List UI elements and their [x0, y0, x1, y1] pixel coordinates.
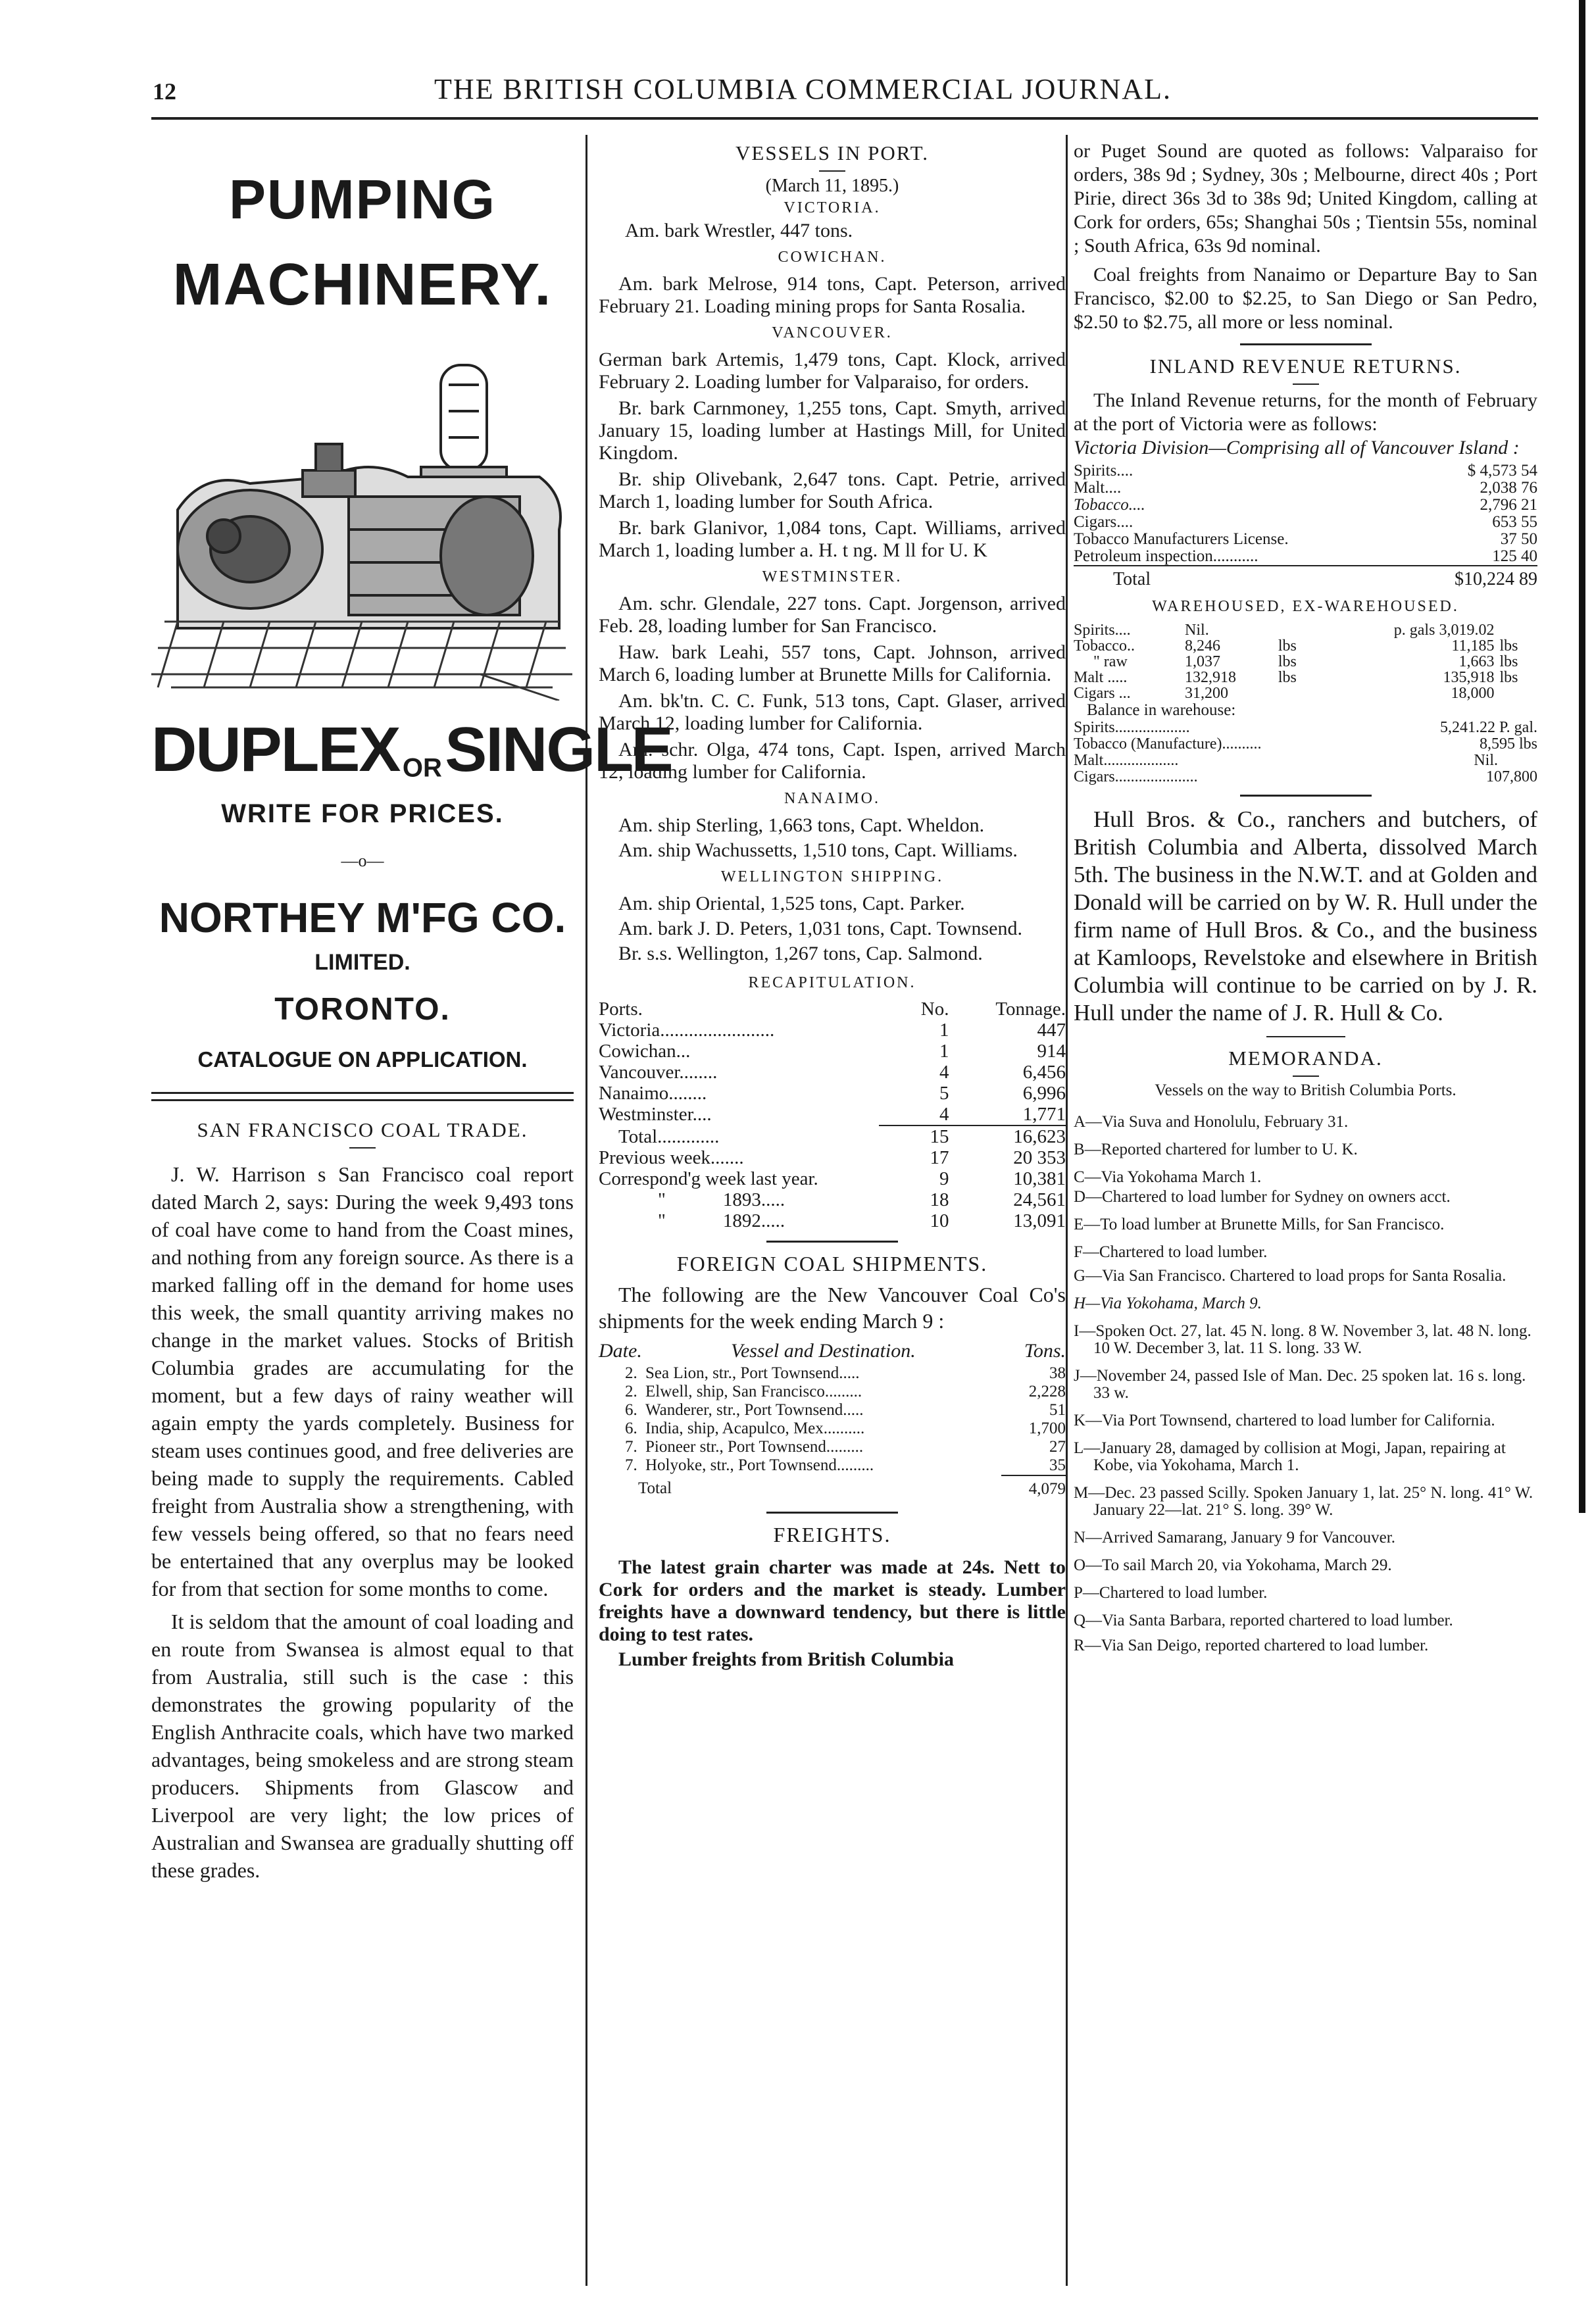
edge-mark: [1579, 0, 1585, 1513]
warehoused-title: WAREHOUSED, EX-WAREHOUSED.: [1152, 598, 1459, 615]
table-row: [599, 1210, 1066, 1231]
list-item: D—Chartered to load lumber for Sydney on owners acct.: [1074, 1188, 1451, 1206]
revenue-total: $10,224 89: [1455, 569, 1537, 589]
coal-header-tons: Tons.: [1024, 1340, 1066, 1362]
coal-vessel: India, ship, Acapulco, Mex..........: [645, 1420, 865, 1437]
wh-item: Spirits....: [1074, 622, 1131, 639]
recap-total-label: Correspond'g week last year.: [599, 1168, 818, 1189]
wh-value: 18,000: [1451, 685, 1495, 702]
wh-value: 1,663: [1458, 653, 1495, 670]
ad-single: SINGLE: [445, 714, 672, 785]
vessel-entry: Am. bark Wrestler, 447 tons.: [625, 220, 853, 241]
list-item: A—Via Suva and Honolulu, February 31.: [1074, 1113, 1349, 1131]
memoranda-title: MEMORANDA.: [1228, 1047, 1383, 1070]
recap-tonnage: 13,091: [1013, 1210, 1066, 1231]
vessel-entry: Br. bark Glanivor, 1,084 tons, Capt. Williams, arrived March 1, loading lumber a. H. t ng. M ll for U. K: [599, 517, 1066, 561]
revenue-item: Cigars....: [1074, 513, 1133, 531]
list-item: C—Via Yokohama March 1.: [1074, 1168, 1262, 1186]
recap-header: [599, 999, 1066, 1020]
revenue-total-label: Total: [1113, 569, 1151, 589]
recap-tonnage: 16,623: [1013, 1126, 1066, 1147]
table-row: [1074, 622, 1537, 638]
vessel-entry: Haw. bark Leahi, 557 tons, Capt. Johnson, arrived March 6, loading lumber at Brunette Mills for California.: [599, 641, 1066, 685]
revenue-title: INLAND REVENUE RETURNS.: [1149, 355, 1462, 378]
table-row: [1074, 531, 1537, 548]
table-row: [1074, 497, 1537, 514]
list-item: E—To load lumber at Brunette Mills, for San Francisco.: [1074, 1216, 1445, 1233]
coal-total-label: Total: [638, 1479, 672, 1497]
sf-title: SAN FRANCISCO COAL TRADE.: [197, 1118, 528, 1141]
recap-header-ports: Ports.: [599, 999, 643, 1020]
wh-unit: lbs: [1278, 669, 1297, 686]
list-item: I—Spoken Oct. 27, lat. 45 N. long. 8 W. November 3, lat. 48 N. long. 10 W. December 3, lat. 11 S. long. 33 W.: [1074, 1322, 1532, 1357]
vessel-entry: Am. bark Melrose, 914 tons, Capt. Peterson, arrived February 21. Loading mining props for Santa Rosalia.: [599, 273, 1066, 317]
coal-freights: Coal freights from Nanaimo or Departure Bay to San Francisco, $2.00 to $2.25, to San Diego or San Pedro, $2.50 to $2.75, all more or less nominal.: [1074, 264, 1537, 333]
recap-no: 1: [939, 1020, 949, 1041]
wh-unit: [1494, 622, 1537, 638]
revenue-item: Tobacco....: [1074, 496, 1145, 514]
vessels-date: (March 11, 1895.): [765, 176, 899, 196]
memoranda-intro: Vessels on the way to British Columbia Ports.: [1155, 1081, 1457, 1099]
sf-dash: [349, 1147, 376, 1149]
pump-illustration: [151, 332, 574, 701]
revenue-amount: 2,038 76: [1480, 479, 1537, 497]
wh-unit: lbs: [1499, 653, 1518, 670]
table-row: [1074, 753, 1537, 769]
sub-wellington: WELLINGTON SHIPPING.: [720, 868, 944, 885]
coal-date: 2.: [625, 1383, 637, 1400]
table-row: [599, 1126, 1066, 1147]
column-middle: [599, 141, 1066, 1671]
wh-value: 1,037: [1185, 653, 1221, 670]
section-divider: [1240, 795, 1372, 797]
table-row: [599, 1083, 1066, 1104]
vessel-entry: Br. ship Olivebank, 2,647 tons. Capt. Petrie, arrived March 1, loading lumber for South Africa.: [599, 468, 1066, 512]
revenue-amount: 2,796 21: [1480, 496, 1537, 514]
table-row: [1074, 685, 1537, 701]
section-divider: [766, 1512, 898, 1514]
coal-tons: 38: [1049, 1364, 1066, 1382]
wh-unit: [1278, 622, 1312, 638]
coal-total-row: [599, 1475, 1066, 1502]
list-item: M—Dec. 23 passed Scilly. Spoken January 1, lat. 25° N. long. 41° W. January 22—lat. 21° S. long. 39° W.: [1074, 1484, 1533, 1519]
wh-item: Tobacco..: [1074, 637, 1135, 655]
revenue-item: Petroleum inspection...........: [1074, 547, 1258, 565]
recap-port: Victoria........................: [599, 1020, 775, 1041]
list-item: O—To sail March 20, via Yokohama, March 29.: [1074, 1556, 1392, 1574]
table-row: [1074, 670, 1537, 685]
revenue-item: Spirits....: [1074, 462, 1133, 480]
column-right: [1074, 139, 1537, 1654]
recap-no: 17: [930, 1147, 949, 1168]
sf-coal-trade: [151, 1099, 574, 1884]
recap-no: 15: [930, 1126, 949, 1147]
column-rule-1: [585, 135, 587, 2286]
table-row: [1074, 462, 1537, 480]
recap-tonnage: 6,996: [1022, 1083, 1066, 1104]
wh-value: p. gals 3,019.02: [1393, 622, 1495, 639]
recap-total-label: " 1892.....: [658, 1210, 785, 1231]
recap-table: [599, 999, 1066, 1231]
coal-title: FOREIGN COAL SHIPMENTS.: [676, 1252, 988, 1275]
recap-total-label: Total.............: [618, 1126, 720, 1147]
balance-item: Spirits...................: [1074, 719, 1190, 736]
balance-item: Malt...................: [1074, 752, 1179, 769]
list-item: K—Via Port Townsend, chartered to load lumber for California.: [1074, 1412, 1495, 1429]
balance-value: Nil.: [1474, 752, 1498, 769]
journal-title: THE BRITISH COLUMBIA COMMERCIAL JOURNAL.: [434, 73, 1172, 105]
table-row: [599, 1420, 1066, 1438]
ad-catalogue: CATALOGUE ON APPLICATION.: [197, 1047, 528, 1072]
sub-victoria: VICTORIA.: [784, 199, 881, 216]
table-row: [599, 1062, 1066, 1083]
revenue-list: [1074, 462, 1537, 593]
recap-no: 5: [939, 1083, 949, 1104]
recap-no: 4: [939, 1104, 949, 1125]
ad-or: OR: [402, 753, 442, 783]
coal-tons: 51: [1049, 1401, 1066, 1419]
wh-value: 135,918: [1443, 669, 1495, 686]
recap-tonnage: 10,381: [1013, 1168, 1066, 1189]
list-item: Q—Via Santa Barbara, reported chartered to load lumber.: [1074, 1612, 1453, 1629]
vessel-entry: German bark Artemis, 1,479 tons, Capt. Klock, arrived February 2. Loading lumber for Valparaiso, for orders.: [599, 349, 1066, 393]
recap-total-label: Previous week.......: [599, 1147, 744, 1168]
coal-table: [599, 1338, 1066, 1502]
list-item: P—Chartered to load lumber.: [1074, 1584, 1268, 1602]
sub-vancouver: VANCOUVER.: [772, 324, 893, 341]
wh-unit: lbs: [1278, 653, 1297, 670]
table-row: [1074, 769, 1537, 785]
freights-title: FREIGHTS.: [773, 1523, 891, 1546]
balance-list: [1074, 720, 1537, 785]
list-item: F—Chartered to load lumber.: [1074, 1243, 1268, 1261]
revenue-amount: 653 55: [1492, 513, 1537, 531]
section-divider: [766, 1241, 898, 1243]
sf-paragraph-2: It is seldom that the amount of coal loading and en route from Swansea is almost equal to that from Australia, still such is the case : this demonstrates the growing popularity of the English Anthracite coals, which have two marked advantages, being smokeless and are strong steam producers. Shipments from Glascow and Liverpool are very light; the low prices of Australian and Swansea are gradually shutting off these grades.: [151, 1610, 574, 1882]
revenue-total-row: [1074, 566, 1537, 593]
wh-value: 31,200: [1185, 685, 1229, 702]
coal-date: 2.: [625, 1364, 637, 1382]
vessel-entry: Am. ship Oriental, 1,525 tons, Capt. Parker.: [618, 893, 965, 914]
ad-limited: LIMITED.: [314, 950, 411, 975]
sub-nanaimo: NANAIMO.: [784, 790, 880, 807]
table-row: [599, 1438, 1066, 1456]
table-row: [1074, 654, 1537, 670]
recap-tonnage: 24,561: [1013, 1189, 1066, 1210]
vessel-entry: Am. schr. Olga, 474 tons, Capt. Ispen, arrived March 12, loading lumber for California.: [599, 739, 1066, 783]
balance-item: Tobacco (Manufacture)..........: [1074, 735, 1262, 753]
revenue-item: Tobacco Manufacturers License.: [1074, 530, 1289, 548]
coal-tons: 2,228: [1028, 1383, 1066, 1400]
table-row: [1074, 548, 1537, 566]
revenue-amount: $ 4,573 54: [1467, 462, 1537, 480]
coal-header-date: Date.: [599, 1340, 642, 1362]
list-item: J—November 24, passed Isle of Man. Dec. 25 spoken lat. 16 s. long. 33 w.: [1074, 1367, 1526, 1402]
ad-separator: —o—: [341, 851, 384, 870]
table-row: [599, 1168, 1066, 1189]
table-row: [599, 1189, 1066, 1210]
recap-header-no: No.: [920, 999, 949, 1020]
vessel-entry: Br. s.s. Wellington, 1,267 tons, Cap. Salmond.: [618, 943, 983, 964]
page-number: 12: [153, 78, 176, 105]
recap-no: 9: [939, 1168, 949, 1189]
recap-tonnage: 6,456: [1022, 1062, 1066, 1083]
wh-value: 8,246: [1185, 637, 1221, 655]
balance-item: Cigars.....................: [1074, 768, 1198, 785]
coal-vessel: Elwell, ship, San Francisco.........: [645, 1383, 862, 1400]
coal-vessel: Sea Lion, str., Port Townsend.....: [645, 1364, 860, 1382]
coal-tons: 27: [1049, 1438, 1066, 1456]
revenue-intro: The Inland Revenue returns, for the month of February at the port of Victoria were as follows:: [1074, 389, 1537, 435]
table-row: [1074, 514, 1537, 531]
recap-port: Westminster....: [599, 1104, 712, 1125]
wh-item: Malt .....: [1074, 669, 1128, 686]
wh-unit: lbs: [1499, 637, 1518, 655]
ad-company: NORTHEY M'FG CO.: [159, 894, 566, 941]
freights-paragraph-2: Lumber freights from British Columbia: [618, 1648, 955, 1670]
coal-date: 6.: [625, 1401, 637, 1419]
memoranda-list: [1074, 1114, 1537, 1654]
table-row: [599, 1383, 1066, 1401]
list-item: G—Via San Francisco. Chartered to load props for Santa Rosalia.: [1074, 1267, 1507, 1285]
list-item: L—January 28, damaged by collision at Mogi, Japan, repairing at Kobe, via Yokohama, March 1.: [1074, 1439, 1506, 1474]
wh-item: Cigars ...: [1074, 685, 1131, 702]
hull-paragraph: Hull Bros. & Co., ranchers and butchers, of British Columbia and Alberta, dissolved March 5th. The business in the N.W.T. and at Golden and Donald will be carried on by W. R. Hull under the firm name of Hull Bros. & Co., and the business at Kamloops, Revelstoke and elsewhere in British Columbia will continue to be carried on by J. R. Hull under the name of J. R. Hull & Co.: [1074, 806, 1537, 1026]
table-row: [599, 1401, 1066, 1420]
ad-duplex-single: [151, 714, 672, 786]
list-item: B—Reported chartered for lumber to U. K.: [1074, 1141, 1358, 1158]
wh-value: 132,918: [1185, 669, 1237, 686]
table-row: [1074, 736, 1537, 753]
sub-cowichan: COWICHAN.: [778, 249, 887, 266]
wh-unit: lbs: [1499, 669, 1518, 686]
section-divider: [1266, 1036, 1345, 1037]
vessel-entry: Am. ship Wachussetts, 1,510 tons, Capt. Williams.: [618, 839, 1018, 861]
coal-date: 7.: [625, 1456, 637, 1474]
recap-port: Vancouver........: [599, 1062, 718, 1083]
balance-value: 5,241.22 P. gal.: [1439, 719, 1537, 736]
recap-no: 10: [930, 1210, 949, 1231]
vessel-entry: Am. bark J. D. Peters, 1,031 tons, Capt. Townsend.: [618, 918, 1022, 939]
recap-no: 4: [939, 1062, 949, 1083]
wh-unit: [1278, 685, 1312, 701]
list-item: H—Via Yokohama, March 9.: [1074, 1295, 1262, 1312]
recap-tonnage: 20 353: [1013, 1147, 1066, 1168]
revenue-amount: 37 50: [1500, 530, 1537, 548]
recap-port: Cowichan...: [599, 1041, 691, 1062]
coal-vessel: Holyoke, str., Port Townsend.........: [645, 1456, 874, 1474]
coal-tons: 1,700: [1028, 1420, 1066, 1437]
balance-value: 107,800: [1486, 768, 1537, 785]
coal-vessel: Pioneer str., Port Townsend.........: [645, 1438, 864, 1456]
vessel-entry: Am. schr. Glendale, 227 tons. Capt. Jorgenson, arrived Feb. 28, loading lumber for San Francisco.: [599, 593, 1066, 637]
table-row: [599, 1104, 1066, 1125]
warehoused-table: [1074, 622, 1537, 701]
wh-unit: [1494, 685, 1537, 701]
table-row: [599, 1041, 1066, 1062]
table-row: [599, 1364, 1066, 1383]
recap-total-label: " 1893.....: [658, 1189, 785, 1210]
wh-value: 11,185: [1451, 637, 1495, 655]
recap-no: 18: [930, 1189, 949, 1210]
ad-write-for-prices: WRITE FOR PRICES.: [221, 799, 504, 828]
header-rule: [151, 117, 1538, 120]
sf-paragraph-1: J. W. Harrison s San Francisco coal report dated March 2, says: During the week 9,493 tons of coal have come to hand from the Coast mines, and nothing from any foreign source. As there is a marked falling off in the demand for home uses this week, the small quantity arriving makes no change in the market values. Stocks of British Columbia grades are accumulating for the moment, but a few days of rainy weather will again empty the yards completely. Business for steam uses continues good, and free deliveries are being made to supply the requirements. Cabled freight from Australia show a strengthening, with few vessels being offered, so that no fears need be entertained that any overplus may be looked for from that section for some months to come.: [151, 1162, 574, 1600]
revenue-amount: 125 40: [1492, 547, 1537, 565]
section-divider: [1240, 343, 1372, 345]
coal-total: 4,079: [1028, 1480, 1066, 1498]
ad-pumping: PUMPING: [228, 168, 497, 230]
table-row: [1074, 480, 1537, 497]
wh-item: " raw: [1093, 653, 1128, 670]
recap-no: 1: [939, 1041, 949, 1062]
recap-tonnage: 447: [1037, 1020, 1066, 1041]
wh-value: Nil.: [1185, 622, 1209, 639]
vessel-entry: Br. bark Carnmoney, 1,255 tons, Capt. Smyth, arrived January 15, loading lumber at Hastings Mill, for United Kingdom.: [599, 397, 1066, 464]
table-row: [599, 1456, 1066, 1475]
ad-city: TORONTO.: [274, 992, 451, 1027]
balance-value: 8,595 lbs: [1479, 735, 1537, 753]
revenue-item: Malt....: [1074, 479, 1122, 497]
coal-date: 6.: [625, 1420, 637, 1437]
list-item: R—Via San Deigo, reported chartered to load lumber.: [1074, 1637, 1429, 1654]
table-row: [599, 1020, 1066, 1041]
list-item: N—Arrived Samarang, January 9 for Vancouver.: [1074, 1529, 1395, 1546]
coal-intro: The following are the New Vancouver Coal Co's shipments for the week ending March 9 :: [599, 1283, 1066, 1333]
revenue-division: Victoria Division—Comprising all of Vancouver Island :: [1074, 437, 1520, 458]
freights-continued: or Puget Sound are quoted as follows: Valparaiso for orders, 38s 9d ; Sydney, 30s ; Melbourne, direct 40s ; Port Pirie, direct 36s 3d to 38s 9d; United Kingdom, calling at Cork for orders, 65s; Shanghai 50s ; Tientsin 55s, nominal ; South Africa, 63s 9d nominal.: [1074, 140, 1537, 257]
vessel-entry: Am. ship Sterling, 1,663 tons, Capt. Wheldon.: [618, 814, 985, 836]
coal-header-vessel: Vessel and Destination.: [730, 1340, 916, 1362]
sub-recapitulation: RECAPITULATION.: [748, 974, 916, 991]
coal-header: [599, 1338, 1066, 1364]
vessels-title: VESSELS IN PORT.: [735, 141, 929, 164]
recap-port: Nanaimo........: [599, 1083, 707, 1104]
balance-label: Balance in warehouse:: [1087, 701, 1236, 719]
sub-westminster: WESTMINSTER.: [762, 568, 903, 585]
recap-tonnage: 914: [1037, 1041, 1066, 1062]
vessel-entry: Am. bk'tn. C. C. Funk, 513 tons, Capt. Glaser, arrived March 12, loading lumber for California.: [599, 690, 1066, 734]
coal-tons: 35: [1001, 1456, 1066, 1475]
recap-header-tonnage: Tonnage.: [995, 999, 1066, 1020]
coal-vessel: Wanderer, str., Port Townsend.....: [645, 1401, 864, 1419]
ad-duplex: DUPLEX: [151, 714, 400, 785]
recap-tonnage: 1,771: [1022, 1104, 1066, 1125]
coal-date: 7.: [625, 1438, 637, 1456]
freights-paragraph-1: The latest grain charter was made at 24s. Nett to Cork for orders and the market is steady. Lumber freights have a downward tendency, but there is little doing to test rates.: [599, 1556, 1066, 1645]
column-rule-2: [1066, 135, 1068, 2286]
wh-unit: lbs: [1278, 637, 1297, 655]
table-row: [599, 1147, 1066, 1168]
ad-machinery: MACHINERY.: [172, 252, 553, 318]
table-row: [1074, 720, 1537, 736]
table-row: [1074, 638, 1537, 654]
